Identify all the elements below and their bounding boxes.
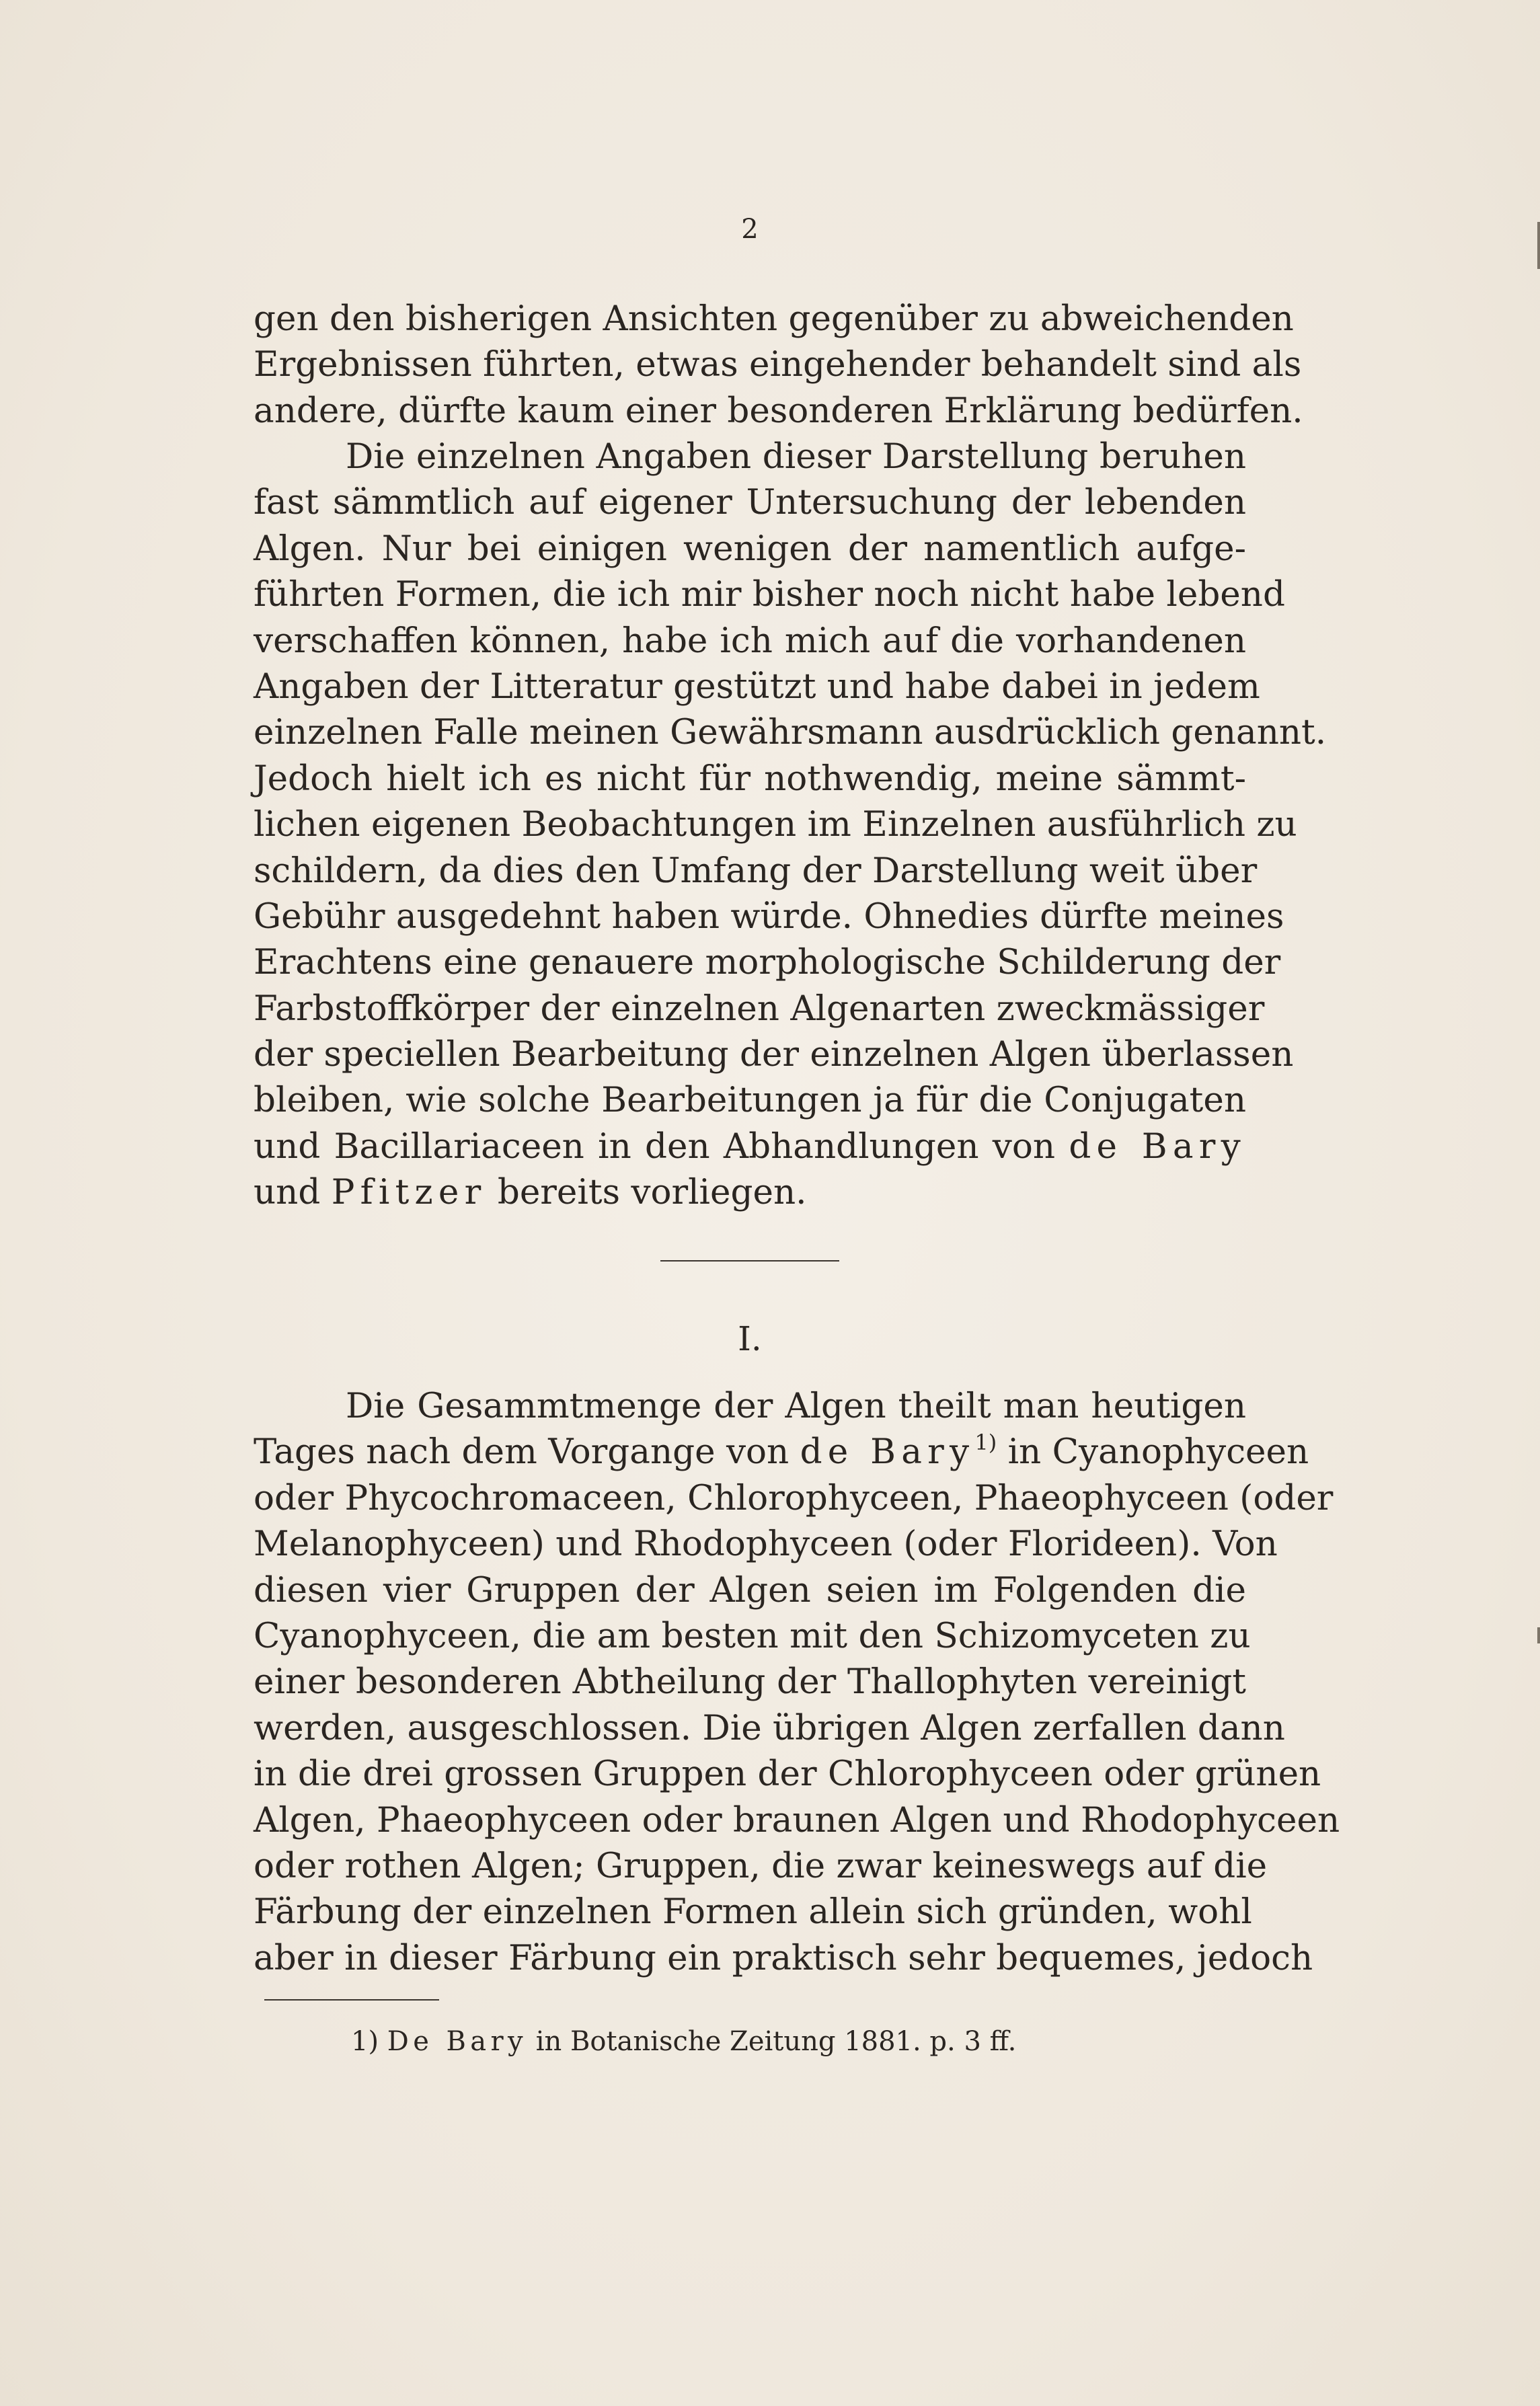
text-line: fast sämmtlich auf eigener Untersuchung der lebenden <box>254 482 1246 523</box>
text-segment: und Bacillariaceen in den Abhandlungen von <box>254 1126 1056 1167</box>
text-line: Die Gesammtmenge der Algen theilt man heutigen <box>346 1386 1246 1426</box>
text-line: Algen. Nur bei einigen wenigen der namentlich aufge- <box>254 528 1246 569</box>
author-name: de Bary <box>1069 1126 1247 1167</box>
page-edge-mark <box>1537 222 1540 269</box>
paragraph-intro-continuation <box>254 296 1303 434</box>
text-line: oder Phycochromaceen, Chlorophyceen, Phaeophyceen (oder <box>254 1477 1334 1518</box>
paragraph-section-one <box>254 1383 1340 1981</box>
page-number: 2 <box>741 214 759 245</box>
text-line: bleiben, wie solche Bearbeitungen ja für die Conjugaten <box>254 1080 1246 1121</box>
text-line: Gebühr ausgedehnt haben würde. Ohnedies dürfte meines <box>254 896 1284 937</box>
text-line <box>254 1429 1309 1475</box>
text-segment: und <box>254 1172 321 1213</box>
text-line: Ergebnissen führten, etwas eingehender behandelt sind als <box>254 344 1302 385</box>
footnote-reference: 1) <box>974 1430 997 1456</box>
text-segment: in Cyanophyceen <box>1007 1432 1309 1473</box>
text-line: der speciellen Bearbeitung der einzelnen Algen überlassen <box>254 1034 1294 1075</box>
text-line: Färbung der einzelnen Formen allein sich gründen, wohl <box>254 1892 1252 1933</box>
text-line <box>254 1169 1246 1215</box>
text-line: diesen vier Gruppen der Algen seien im Folgenden die <box>254 1569 1246 1611</box>
text-line: in die drei grossen Gruppen der Chlorophyceen oder grünen <box>254 1754 1321 1795</box>
paragraph-intro-sources <box>254 434 1327 1216</box>
text-segment: bereits vorliegen. <box>497 1172 807 1213</box>
text-line: schildern, da dies den Umfang der Darstellung weit über <box>254 850 1258 891</box>
footnote-separator-rule <box>264 1999 439 2001</box>
author-name: Pfitzer <box>331 1172 487 1213</box>
text-line: führten Formen, die ich mir bisher noch nicht habe lebend <box>254 574 1285 615</box>
text-line: lichen eigenen Beobachtungen im Einzelnen ausführlich zu <box>254 804 1297 845</box>
section-heading: I. <box>738 1319 762 1358</box>
footnote-author: De Bary <box>387 2026 527 2057</box>
page-edge-mark <box>1537 1627 1540 1643</box>
text-line: werden, ausgeschlossen. Die übrigen Algen zerfallen dann <box>254 1707 1285 1748</box>
text-line: oder rothen Algen; Gruppen, die zwar keineswegs auf die <box>254 1845 1268 1886</box>
text-line: Jedoch hielt ich es nicht für nothwendig, meine sämmt- <box>254 758 1246 799</box>
text-line: einzelnen Falle meinen Gewährsmann ausdrücklich genannt. <box>254 712 1327 753</box>
text-line <box>254 1124 1246 1169</box>
section-separator-rule <box>660 1260 839 1262</box>
text-line: aber in dieser Färbung ein praktisch sehr bequemes, jedoch <box>254 1937 1313 1978</box>
text-line: Farbstoffkörper der einzelnen Algenarten zweckmässiger <box>254 988 1265 1029</box>
footnote <box>351 2023 1016 2060</box>
text-line: Algen, Phaeophyceen oder braunen Algen und Rhodophyceen <box>254 1799 1340 1840</box>
footnote-marker: 1) <box>351 2026 379 2057</box>
text-line: verschaffen können, habe ich mich auf die vorhandenen <box>254 620 1246 661</box>
text-segment: Tages nach dem Vorgange von <box>254 1432 790 1473</box>
footnote-text: in Botanische Zeitung 1881. p. 3 ff. <box>535 2026 1017 2057</box>
text-line: einer besonderen Abtheilung der Thallophyten vereinigt <box>254 1662 1246 1703</box>
text-line: gen den bisherigen Ansichten gegenüber zu abweichenden <box>254 299 1294 339</box>
text-line: Melanophyceen) und Rhodophyceen (oder Florideen). Von <box>254 1524 1278 1565</box>
author-with-footnote <box>800 1432 997 1472</box>
text-line: Erachtens eine genauere morphologische Schilderung der <box>254 942 1281 983</box>
text-line: andere, dürfte kaum einer besonderen Erklärung bedürfen. <box>254 390 1303 431</box>
text-line: Angaben der Litteratur gestützt und habe dabei in jedem <box>254 666 1260 707</box>
author-name: de Bary <box>800 1432 975 1473</box>
text-line: Die einzelnen Angaben dieser Darstellung beruhen <box>346 436 1246 477</box>
text-line: Cyanophyceen, die am besten mit den Schizomyceten zu <box>254 1615 1251 1656</box>
